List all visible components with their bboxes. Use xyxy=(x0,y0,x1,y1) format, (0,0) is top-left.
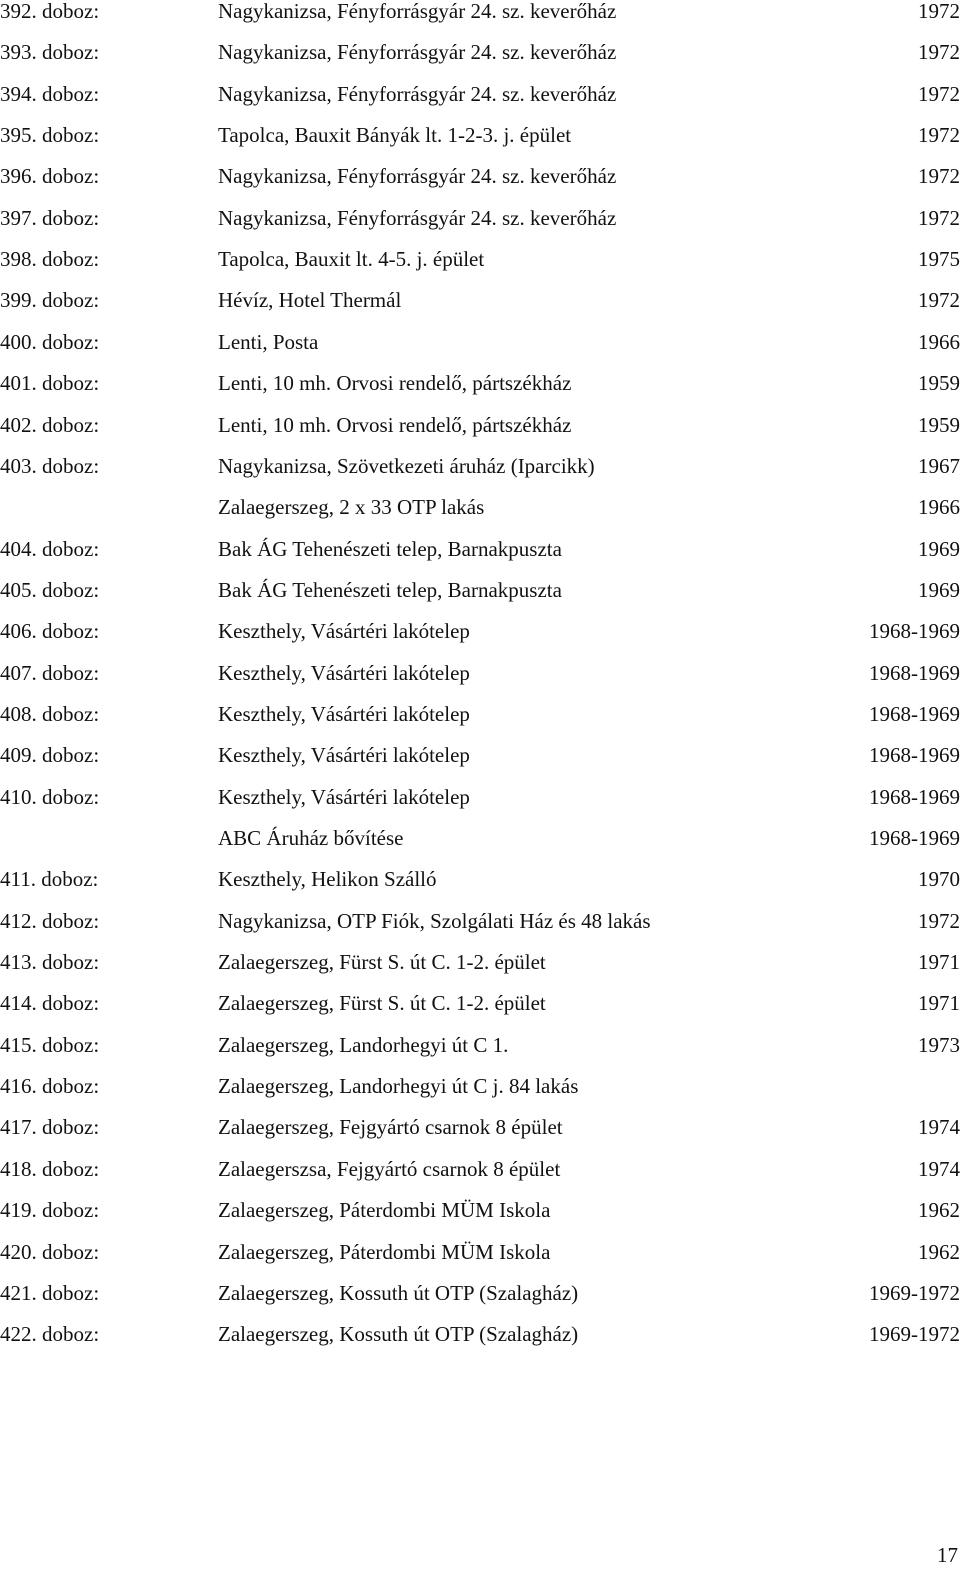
box-year: 1972 xyxy=(918,205,960,230)
box-year: 1966 xyxy=(918,329,960,354)
box-description: Tapolca, Bauxit Bányák lt. 1-2-3. j. épület xyxy=(218,123,572,148)
box-year: 1972 xyxy=(918,288,960,313)
box-description: Nagykanizsa, Fényforrásgyár 24. sz. keverőház xyxy=(218,40,617,65)
box-number: 401. doboz: xyxy=(0,371,100,396)
box-year: 1968-1969 xyxy=(869,743,960,768)
box-number: 399. doboz: xyxy=(0,288,100,313)
list-item xyxy=(0,451,960,481)
box-number: 393. doboz: xyxy=(0,40,100,65)
box-year: 1972 xyxy=(918,81,960,106)
box-year: 1971 xyxy=(918,991,960,1016)
box-year: 1962 xyxy=(918,1239,960,1264)
box-year: 1969 xyxy=(918,536,960,561)
list-item xyxy=(0,0,960,26)
list-item xyxy=(0,988,960,1018)
box-year: 1973 xyxy=(918,1032,960,1057)
list-item xyxy=(0,575,960,605)
box-number: 406. doboz: xyxy=(0,619,100,644)
box-description: Nagykanizsa, Fényforrásgyár 24. sz. keverőház xyxy=(218,205,617,230)
box-number: 416. doboz: xyxy=(0,1074,100,1099)
box-number: 403. doboz: xyxy=(0,453,100,478)
box-number: 419. doboz: xyxy=(0,1198,100,1223)
page-number: 17 xyxy=(937,1543,958,1567)
box-number: 412. doboz: xyxy=(0,908,100,933)
box-description: Zalaegerszeg, Fürst S. út C. 1-2. épület xyxy=(218,950,546,975)
box-number: 418. doboz: xyxy=(0,1156,100,1181)
box-number: 409. doboz: xyxy=(0,743,100,768)
box-number: 408. doboz: xyxy=(0,701,100,726)
box-description: Zalaegerszeg, Kossuth út OTP (Szalagház) xyxy=(218,1280,579,1305)
box-year: 1959 xyxy=(918,371,960,396)
list-item xyxy=(0,203,960,233)
box-description: Lenti, Posta xyxy=(218,329,319,354)
box-number: 410. doboz: xyxy=(0,784,100,809)
box-description: Keszthely, Vásártéri lakótelep xyxy=(218,784,470,809)
list-item xyxy=(0,1030,960,1060)
list-item xyxy=(0,244,960,274)
box-number: 407. doboz: xyxy=(0,660,100,685)
box-number: 392. doboz: xyxy=(0,0,100,23)
box-number: 415. doboz: xyxy=(0,1032,100,1057)
box-number: 422. doboz: xyxy=(0,1322,100,1347)
box-number: 404. doboz: xyxy=(0,536,100,561)
box-description: Bak ÁG Tehenészeti telep, Barnakpuszta xyxy=(218,536,562,561)
box-year: 1968-1969 xyxy=(869,619,960,644)
box-year: 1968-1969 xyxy=(869,784,960,809)
list-item xyxy=(0,823,960,853)
list-item xyxy=(0,1195,960,1225)
box-description: Zalaegerszeg, 2 x 33 OTP lakás xyxy=(218,495,485,520)
list-item xyxy=(0,327,960,357)
box-year: 1972 xyxy=(918,40,960,65)
box-year: 1972 xyxy=(918,0,960,23)
list-item xyxy=(0,658,960,688)
box-number: 413. doboz: xyxy=(0,950,100,975)
box-description: Tapolca, Bauxit lt. 4-5. j. épület xyxy=(218,247,485,272)
box-year: 1966 xyxy=(918,495,960,520)
box-year: 1968-1969 xyxy=(869,660,960,685)
box-number: 411. doboz: xyxy=(0,867,99,892)
list-item xyxy=(0,1112,960,1142)
box-year: 1975 xyxy=(918,247,960,272)
box-year: 1959 xyxy=(918,412,960,437)
box-year: 1971 xyxy=(918,950,960,975)
list-item xyxy=(0,1154,960,1184)
list-item xyxy=(0,492,960,522)
box-year: 1974 xyxy=(918,1115,960,1140)
box-description: Lenti, 10 mh. Orvosi rendelő, pártszékház xyxy=(218,371,572,396)
box-number: 417. doboz: xyxy=(0,1115,100,1140)
box-description: Hévíz, Hotel Thermál xyxy=(218,288,402,313)
box-year: 1974 xyxy=(918,1156,960,1181)
box-year: 1972 xyxy=(918,164,960,189)
box-description: Nagykanizsa, Fényforrásgyár 24. sz. keverőház xyxy=(218,164,617,189)
list-item xyxy=(0,906,960,936)
list-item xyxy=(0,37,960,67)
list-item xyxy=(0,410,960,440)
list-item xyxy=(0,1319,960,1349)
list-item xyxy=(0,699,960,729)
box-number: 395. doboz: xyxy=(0,123,100,148)
box-description: Zalaegerszeg, Páterdombi MÜM Iskola xyxy=(218,1198,551,1223)
list-item xyxy=(0,947,960,977)
box-number: 405. doboz: xyxy=(0,577,100,602)
box-description: Zalaegerszeg, Fürst S. út C. 1-2. épület xyxy=(218,991,546,1016)
box-description: Zalaegerszeg, Landorhegyi út C j. 84 lakás xyxy=(218,1074,579,1099)
list-item xyxy=(0,120,960,150)
box-year: 1968-1969 xyxy=(869,701,960,726)
list-item xyxy=(0,782,960,812)
box-number: 420. doboz: xyxy=(0,1239,100,1264)
box-year: 1969-1972 xyxy=(869,1322,960,1347)
list-item xyxy=(0,1071,960,1101)
box-description: Keszthely, Helikon Szálló xyxy=(218,867,437,892)
list-item xyxy=(0,161,960,191)
box-description: Nagykanizsa, Fényforrásgyár 24. sz. keverőház xyxy=(218,81,617,106)
box-year: 1969 xyxy=(918,577,960,602)
box-number: 402. doboz: xyxy=(0,412,100,437)
box-year: 1969-1972 xyxy=(869,1280,960,1305)
box-number: 397. doboz: xyxy=(0,205,100,230)
box-year: 1972 xyxy=(918,123,960,148)
box-number: 421. doboz: xyxy=(0,1280,100,1305)
box-number: 414. doboz: xyxy=(0,991,100,1016)
box-description: Zalaegerszeg, Kossuth út OTP (Szalagház) xyxy=(218,1322,579,1347)
list-item xyxy=(0,1237,960,1267)
box-year: 1972 xyxy=(918,908,960,933)
box-description: Keszthely, Vásártéri lakótelep xyxy=(218,660,470,685)
list-item xyxy=(0,285,960,315)
box-number: 398. doboz: xyxy=(0,247,100,272)
box-description: Zalaegerszeg, Fejgyártó csarnok 8 épület xyxy=(218,1115,563,1140)
box-year: 1967 xyxy=(918,453,960,478)
box-year: 1962 xyxy=(918,1198,960,1223)
box-description: Keszthely, Vásártéri lakótelep xyxy=(218,743,470,768)
box-number: 400. doboz: xyxy=(0,329,100,354)
box-number: 396. doboz: xyxy=(0,164,100,189)
list-item xyxy=(0,368,960,398)
box-description: Nagykanizsa, OTP Fiók, Szolgálati Ház és 48 lakás xyxy=(218,908,651,933)
box-description: Zalaegerszsa, Fejgyártó csarnok 8 épület xyxy=(218,1156,561,1181)
box-description: Keszthely, Vásártéri lakótelep xyxy=(218,701,470,726)
box-description: ABC Áruház bővítése xyxy=(218,826,404,850)
list-item xyxy=(0,1278,960,1308)
box-description: Bak ÁG Tehenészeti telep, Barnakpuszta xyxy=(218,577,562,602)
box-description: Lenti, 10 mh. Orvosi rendelő, pártszékház xyxy=(218,412,572,437)
list-item xyxy=(0,79,960,109)
list-item xyxy=(0,616,960,646)
list-item xyxy=(0,534,960,564)
box-description: Zalaegerszeg, Páterdombi MÜM Iskola xyxy=(218,1239,551,1264)
box-description: Keszthely, Vásártéri lakótelep xyxy=(218,619,470,644)
box-year: 1970 xyxy=(918,867,960,892)
box-description: Nagykanizsa, Szövetkezeti áruház (Iparcikk) xyxy=(218,453,595,478)
box-year: 1968-1969 xyxy=(869,826,960,850)
list-item xyxy=(0,864,960,894)
box-description: Zalaegerszeg, Landorhegyi út C 1. xyxy=(218,1032,509,1057)
box-number: 394. doboz: xyxy=(0,81,100,106)
box-description: Nagykanizsa, Fényforrásgyár 24. sz. keverőház xyxy=(218,0,617,23)
list-item xyxy=(0,740,960,770)
